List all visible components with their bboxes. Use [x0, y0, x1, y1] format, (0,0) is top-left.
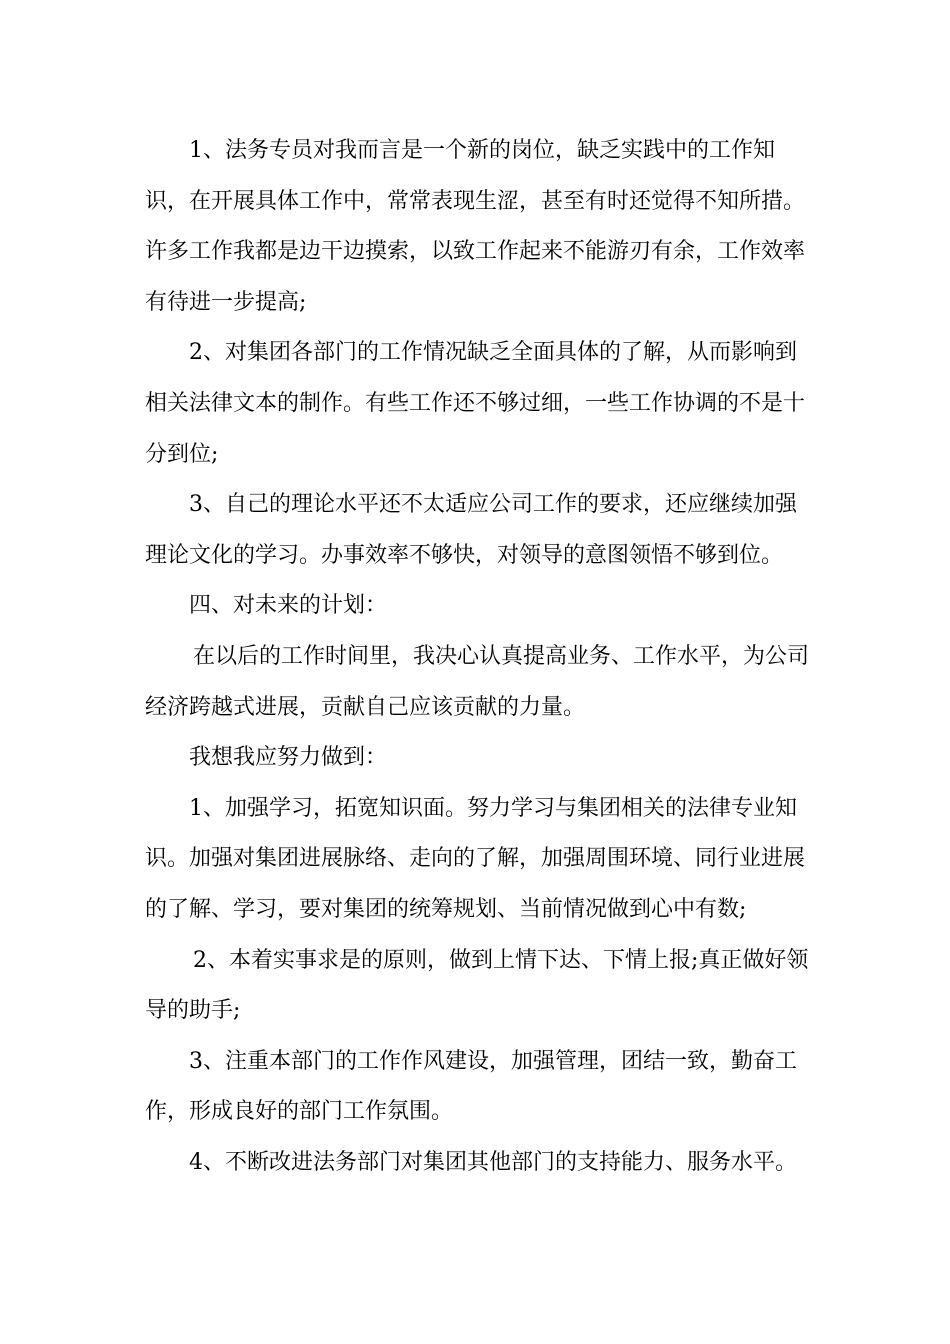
document-body	[145, 126, 815, 1188]
paragraph-weakness-2: 2、对集团各部门的工作情况缺乏全面具体的了解，从而影响到相关法律文本的制作。有些工作还不够过细，一些工作协调的不是十分到位;	[145, 340, 806, 467]
paragraph-weakness-3: 3、自己的理论水平还不太适应公司工作的要求，还应继续加强理论文化的学习。办事效率不够快，对领导的意图领悟不够到位。	[145, 492, 797, 568]
paragraph-goal-1: 1、加强学习，拓宽知识面。努力学习与集团相关的法律专业知识。加强对集团进展脉络、走向的了解，加强周围环境、同行业进展的了解、学习，要对集团的统筹规划、当前情况做到心中有数;	[145, 795, 806, 922]
paragraph-weakness-1: 1、法务专员对我而言是一个新的岗位，缺乏实践中的工作知识，在开展具体工作中，常常表现生涩，甚至有时还觉得不知所措。许多工作我都是边干边摸索，以致工作起来不能游刃有余，工作效率有待进一步提高;	[145, 138, 806, 315]
paragraph-plan-intro: 在以后的工作时间里，我决心认真提高业务、工作水平，为公司经济跨越式进展，贡献自己应该贡献的力量。	[145, 643, 810, 720]
paragraph-goal-4: 4、不断改进法务部门对集团其他部门的支持能力、服务水平。	[189, 1149, 797, 1175]
paragraph-goal-3: 3、注重本部门的工作作风建设，加强管理，团结一致，勤奋工作，形成良好的部门工作氛围。	[145, 1048, 797, 1125]
section-heading-future-plan: 四、对未来的计划：	[189, 593, 388, 619]
paragraph-goals-lead: 我想我应努力做到：	[189, 745, 388, 771]
paragraph-goal-2: 2、本着实事求是的原则，做到上情下达、下情上报;真正做好领导的助手;	[145, 947, 809, 1024]
